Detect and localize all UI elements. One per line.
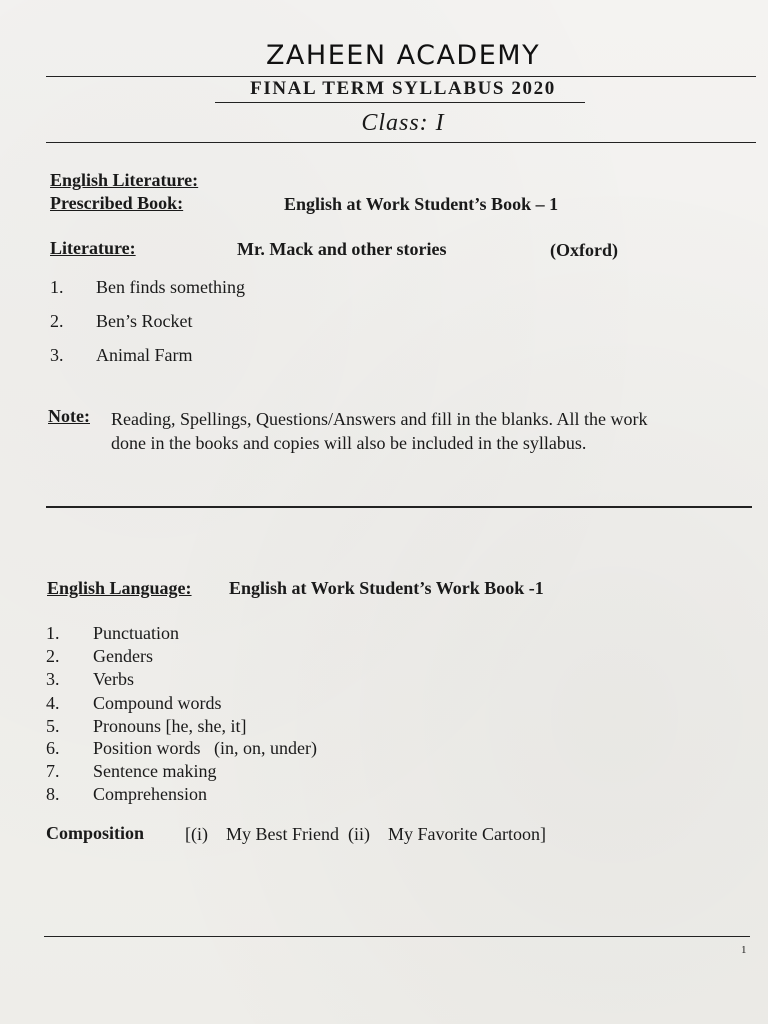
language-item: Compound words	[93, 693, 222, 713]
literature-heading: English Literature:	[50, 170, 199, 190]
language-item-number: 2.	[46, 646, 60, 666]
publisher: (Oxford)	[550, 240, 618, 260]
language-item-number: 7.	[46, 761, 60, 781]
literature-item: Animal Farm	[96, 345, 193, 365]
composition-topics: [(i) My Best Friend (ii) My Favorite Cartoon]	[185, 824, 546, 844]
section-divider	[46, 506, 752, 508]
literature-item-number: 1.	[50, 277, 64, 297]
literature-item: Ben finds something	[96, 277, 245, 297]
prescribed-book-label: Prescribed Book:	[50, 193, 184, 213]
language-book-title: English at Work Student’s Work Book -1	[229, 578, 544, 598]
language-item-number: 8.	[46, 784, 60, 804]
footer-divider	[44, 936, 750, 937]
composition-label: Composition	[46, 823, 145, 843]
syllabus-subtitle: FINAL TERM SYLLABUS 2020	[250, 78, 556, 99]
language-item-number: 3.	[46, 669, 60, 689]
language-item: Comprehension	[93, 784, 207, 804]
literature-book-title: Mr. Mack and other stories	[237, 239, 447, 259]
title-divider	[46, 76, 756, 77]
language-item: Pronouns [he, she, it]	[93, 716, 247, 736]
language-item: Sentence making	[93, 761, 217, 781]
note-line-2: done in the books and copies will also be included in the syllabus.	[111, 433, 587, 453]
subtitle-underline	[215, 102, 585, 103]
language-item-number: 5.	[46, 716, 60, 736]
language-item-number: 4.	[46, 693, 60, 713]
literature-item-number: 3.	[50, 345, 64, 365]
literature-item-number: 2.	[50, 311, 64, 331]
language-item: Genders	[93, 646, 153, 666]
class-label: Class: I	[361, 110, 445, 136]
prescribed-book-title: English at Work Student’s Book – 1	[284, 194, 559, 214]
language-item-number: 1.	[46, 623, 60, 643]
language-item: Punctuation	[93, 623, 179, 643]
language-item-number: 6.	[46, 738, 60, 758]
literature-item: Ben’s Rocket	[96, 311, 193, 331]
note-line-1: Reading, Spellings, Questions/Answers and fill in the blanks. All the work	[111, 409, 648, 429]
language-label: English Language:	[47, 578, 192, 598]
page-number: 1	[741, 944, 747, 956]
note-label: Note:	[48, 406, 90, 426]
school-title: ZAHEEN ACADEMY	[265, 40, 541, 71]
language-item: Position words (in, on, under)	[93, 738, 317, 758]
language-item: Verbs	[93, 669, 134, 689]
literature-label: Literature:	[50, 238, 136, 258]
header-divider	[46, 142, 756, 143]
